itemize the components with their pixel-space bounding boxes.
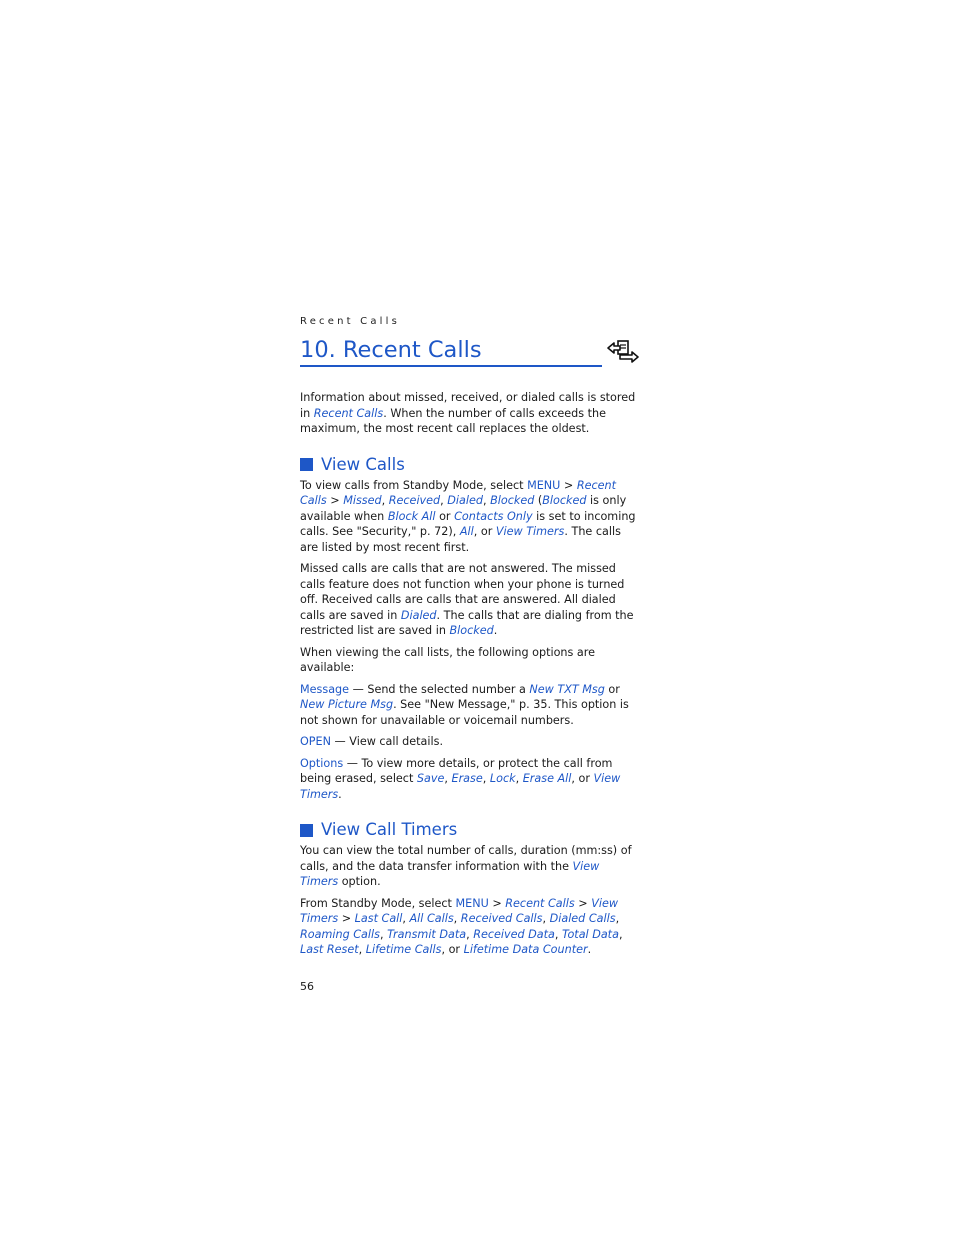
option-open: OPEN — View call details.: [300, 735, 444, 748]
softkey: MENU: [455, 896, 489, 910]
heading-square-icon: [300, 458, 313, 471]
menu-item: Recent Calls: [313, 406, 384, 420]
option-key-message: Message: [300, 682, 350, 696]
option-message: Message — Send the selected number a New TXT Msg or New Picture Msg. See "New Message," p. 35. This option is not shown for unavailable or voicemail numbers.: [300, 682, 629, 727]
option-key-open: OPEN: [300, 735, 331, 748]
chapter-title-row: [300, 336, 640, 370]
page: [300, 316, 640, 993]
intro-paragraph: Information about missed, received, or dialed calls is stored in Recent Calls. When the number of calls exceeds the maximum, the most recent call replaces the oldest.: [300, 391, 636, 435]
heading-square-icon: [300, 824, 313, 837]
running-header: Recent Calls: [300, 316, 401, 327]
view-timers-paragraph-1: You can view the total number of calls, duration (mm:ss) of calls, and the data transfer information with the View Timers option.: [300, 844, 632, 888]
section-heading-view-call-timers: View Call Timers: [300, 820, 640, 840]
softkey: MENU: [527, 478, 561, 492]
view-calls-paragraph-2: Missed calls are calls that are not answered. The missed calls feature does not function when your phone is turned off. Received calls are calls that are answered. All dialed calls are saved in Dialed. The calls that are dialing from the restricted list are saved in Blocked.: [300, 562, 634, 637]
view-calls-paragraph-3: When viewing the call lists, the following options are available:: [300, 645, 595, 674]
view-timers-paragraph-2: From Standby Mode, select MENU > Recent Calls > View Timers > Last Call, All Calls, Received Calls, Dialed Calls, Roaming Calls, Transmit Data, Received Data, Total Data, Last Reset, Lifetime Calls, or Lifetime Data Counter.: [300, 896, 623, 956]
recent-calls-arrows-icon: [606, 339, 640, 365]
page-number: 56: [300, 979, 314, 993]
option-key-options: Options: [300, 756, 344, 770]
chapter-title: 10. Recent Calls: [300, 336, 602, 367]
section-heading-view-calls: View Calls: [300, 455, 640, 475]
option-options: Options — To view more details, or protect the call from being erased, select Save, Erase, Lock, Erase All, or View Timers.: [300, 756, 621, 801]
view-calls-paragraph-1: To view calls from Standby Mode, select MENU > Recent Calls > Missed, Received, Dialed, Blocked (Blocked is only available when Block All or Contacts Only is set to incoming calls. See "Security," p. 72), All, or View Timers. The calls are listed by most recent first.: [300, 478, 636, 554]
